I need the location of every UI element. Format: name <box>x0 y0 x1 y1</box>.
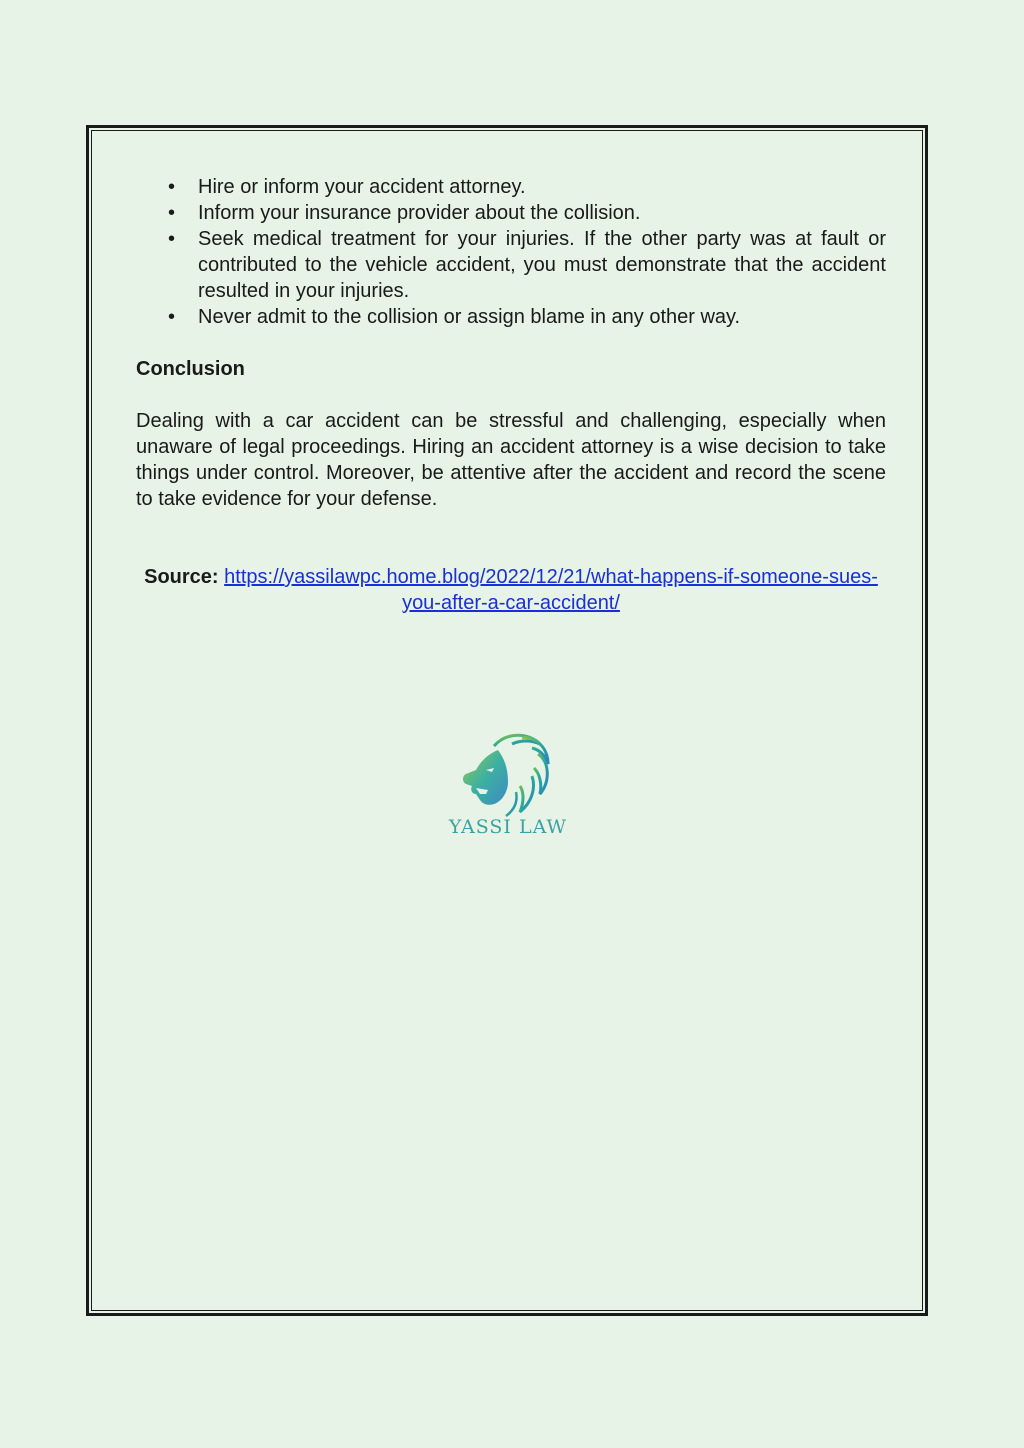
list-item <box>136 304 886 330</box>
bullet-icon: • <box>168 228 176 250</box>
list-item-text: Inform your insurance provider about the collision. <box>198 202 641 224</box>
source-line <box>136 564 886 616</box>
bullet-icon: • <box>168 176 176 198</box>
list-item <box>136 226 886 304</box>
yassi-law-logo <box>436 728 580 848</box>
steps-list <box>136 174 886 330</box>
list-item-text: Never admit to the collision or assign blame in any other way. <box>198 306 741 328</box>
bullet-icon: • <box>168 306 176 328</box>
list-item <box>136 200 886 226</box>
list-item-text: Seek medical treatment for your injuries. If the other party was at fault or contributed to the vehicle accident, you must demonstrate that the accident resulted in your injuries. <box>198 228 886 302</box>
list-item <box>136 174 886 200</box>
bullet-icon: • <box>168 202 176 224</box>
conclusion-heading: Conclusion <box>136 358 245 380</box>
source-link[interactable]: https://yassilawpc.home.blog/2022/12/21/what-happens-if-someone-sues-you-after-a-car-accident/ <box>224 566 878 614</box>
document-content <box>136 174 886 616</box>
lion-head-icon <box>436 728 580 818</box>
source-label: Source: <box>144 566 219 588</box>
conclusion-paragraph: Dealing with a car accident can be stressful and challenging, especially when unaware of legal proceedings. Hiring an accident attorney is a wise decision to take things under control. Moreover, be attentive after the accident and record the scene to take evidence for your defense. <box>136 410 886 510</box>
list-item-text: Hire or inform your accident attorney. <box>198 176 526 198</box>
logo-wordmark: YASSI LAW <box>448 816 568 838</box>
